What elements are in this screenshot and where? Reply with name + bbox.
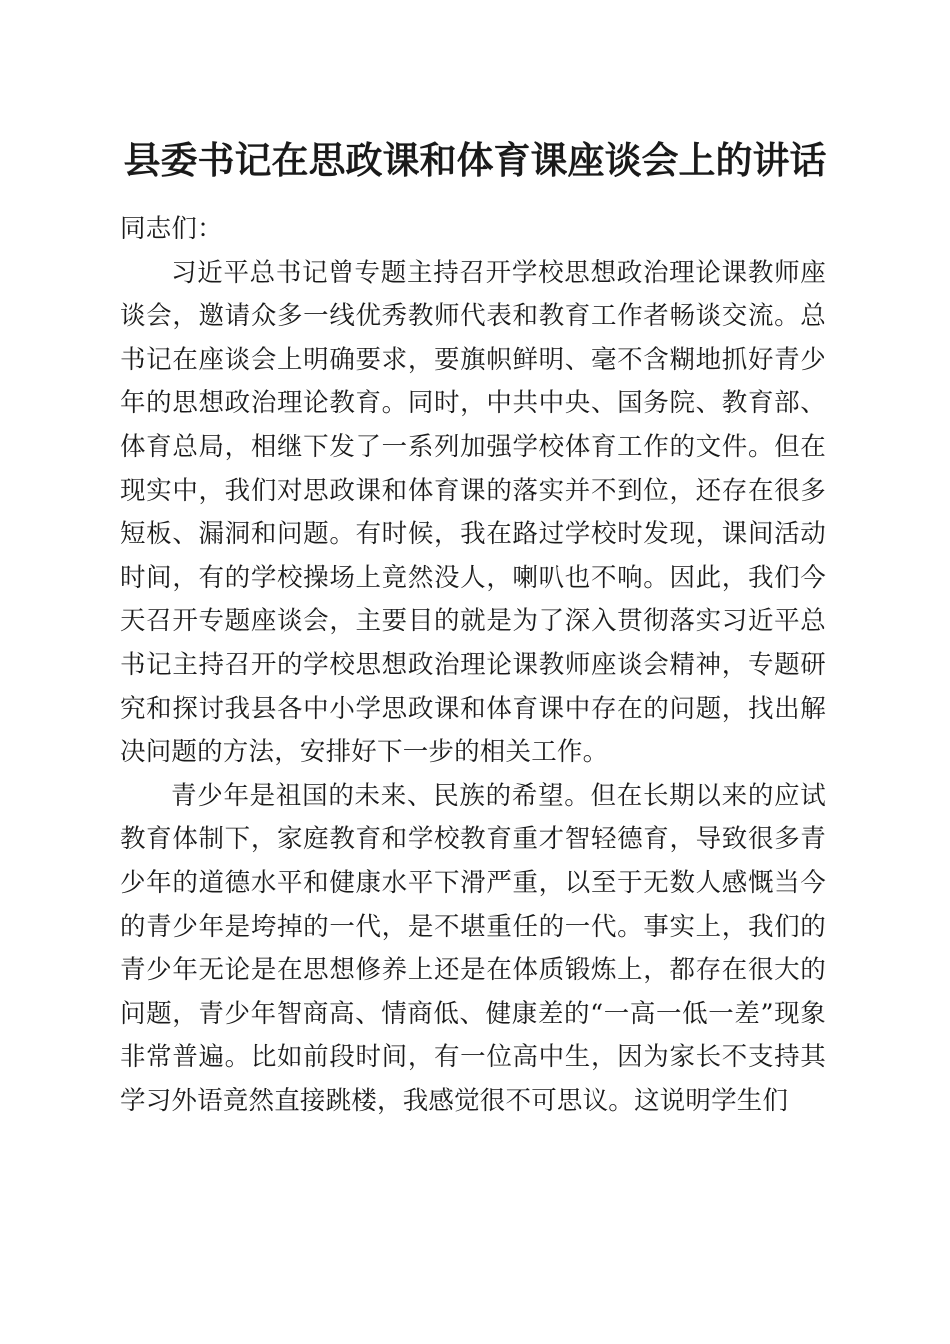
- paragraph-1: 习近平总书记曾专题主持召开学校思想政治理论课教师座谈会，邀请众多一线优秀教师代表和教育工作者畅谈交流。总书记在座谈会上明确要求，要旗帜鲜明、毫不含糊地抓好青少年的思想政治理论教育。同时，中共中央、国务院、教育部、体育总局，相继下发了一系列加强学校体育工作的文件。但在现实中，我们对思政课和体育课的落实并不到位，还存在很多短板、漏洞和问题。有时候，我在路过学校时发现，课间活动时间，有的学校操场上竟然没人，喇叭也不响。因此，我们今天召开专题座谈会，主要目的就是为了深入贯彻落实习近平总书记主持召开的学校思想政治理论课教师座谈会精神，专题研究和探讨我县各中小学思政课和体育课中存在的问题，找出解决问题的方法，安排好下一步的相关工作。: [120, 257, 826, 768]
- paragraph-2: 青少年是祖国的未来、民族的希望。但在长期以来的应试教育体制下，家庭教育和学校教育重才智轻德育，导致很多青少年的道德水平和健康水平下滑严重，以至于无数人感慨当今的青少年是垮掉的一代，是不堪重任的一代。事实上，我们的青少年无论是在思想修养上还是在体质锻炼上，都存在很大的问题，青少年智商高、情商低、健康差的“一高一低一差”现象非常普遍。比如前段时间，有一位高中生，因为家长不支持其学习外语竟然直接跳楼，我感觉很不可思议。这说明学生们: [120, 780, 826, 1116]
- document-title: 县委书记在思政课和体育课座谈会上的讲话: [123, 138, 827, 182]
- salutation: 同志们：: [120, 214, 223, 244]
- document-body: [120, 208, 826, 1123]
